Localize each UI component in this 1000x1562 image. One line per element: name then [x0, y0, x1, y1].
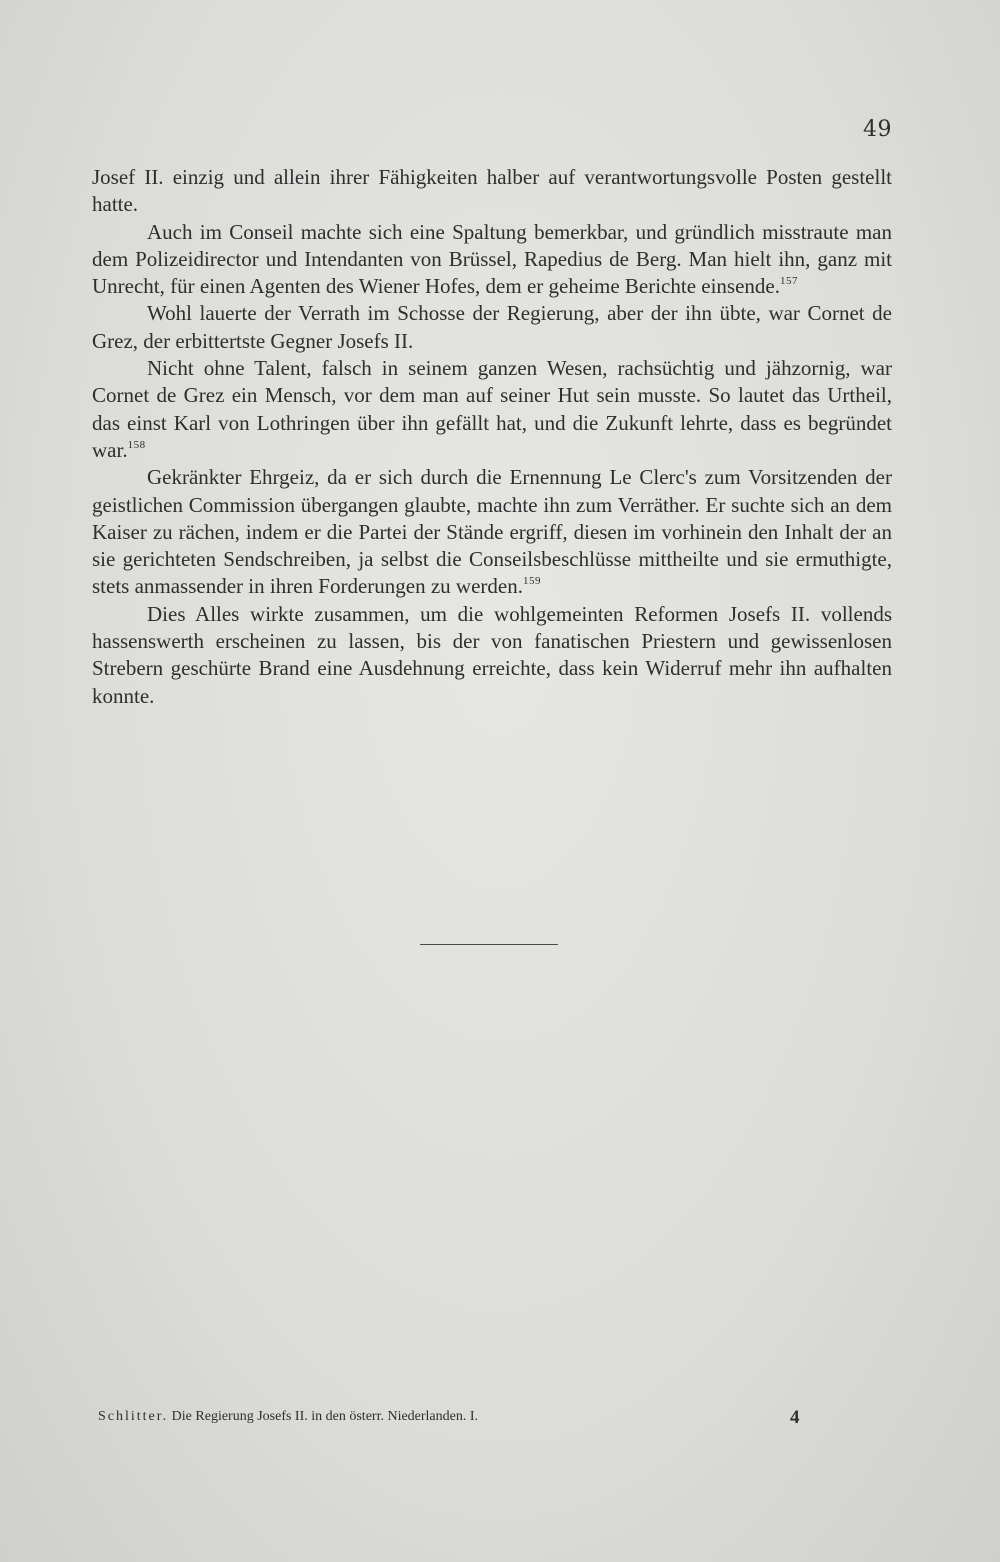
footnote-ref: 157 [780, 275, 798, 288]
paragraph-text: Dies Alles wirkte zusammen, um die wohlgemeinten Reformen Josefs II. vollends hassenswerth erscheinen zu lassen, bis der von fanatischen Priestern und gewissenlosen Strebern geschürte Brand eine Ausdehnung erreichte, dass kein Widerruf mehr ihn aufhalten konnte. [92, 601, 892, 708]
paragraph [92, 464, 892, 600]
paragraph [92, 601, 892, 710]
paragraph [92, 300, 892, 355]
footer-title: Die Regierung Josefs II. in den österr. Niederlanden. I. [171, 1409, 479, 1424]
footnote-ref: 159 [522, 575, 541, 588]
paragraph-text: Auch im Conseil machte sich eine Spaltung bemerkbar, und gründlich misstraute man dem Polizeidirector und Intendanten von Brüssel, Rapedius de Berg. Man hielt ihn, ganz mit Unrecht, für einen Agenten des Wiener Hofes, dem er geheime Berichte einsende. [92, 219, 892, 299]
page-number: 49 [863, 117, 892, 142]
body-text [92, 164, 892, 710]
footnote-ref: 158 [127, 438, 146, 451]
footer-signature [98, 1409, 858, 1425]
paragraph-text: Wohl lauerte der Verrath im Schosse der Regierung, aber der ihn übte, war Cornet de Grez, der erbittertste Gegner Josefs II. [92, 301, 892, 353]
paragraph-text: Nicht ohne Talent, falsch in seinem ganzen Wesen, rachsüchtig und jähzornig, war Cornet de Grez ein Mensch, vor dem man auf seiner Hut sein musste. So lautet das Urtheil, das einst Karl von Lothringen über ihn gefällt hat, und die Zukunft lehrte, dass es begründet war. [92, 356, 892, 462]
paragraph-text: Josef II. einzig und allein ihrer Fähigkeiten halber auf verantwortungsvolle Posten gestellt hatte. [92, 165, 892, 217]
paragraph [92, 355, 892, 464]
paragraph [92, 164, 892, 219]
paragraph [92, 219, 892, 301]
paragraph-text: Gekränkter Ehrgeiz, da er sich durch die Ernennung Le Clerc's zum Vorsitzenden der geistlichen Commission übergangen glaubte, machte ihn zum Verräther. Er suchte sich an dem Kaiser zu rächen, indem er die Partei der Stände ergriff, diesen im vorhinein den Inhalt der an sie gerichteten Sendschreiben, ja selbst die Conseilsbeschlüsse mittheilte und sie ermuthigte, stets anmassender in ihren Forderungen zu werden. [92, 465, 892, 599]
footer-author: Schlitter. [98, 1409, 169, 1424]
section-divider [420, 944, 558, 945]
sheet-number: 4 [790, 1407, 800, 1428]
